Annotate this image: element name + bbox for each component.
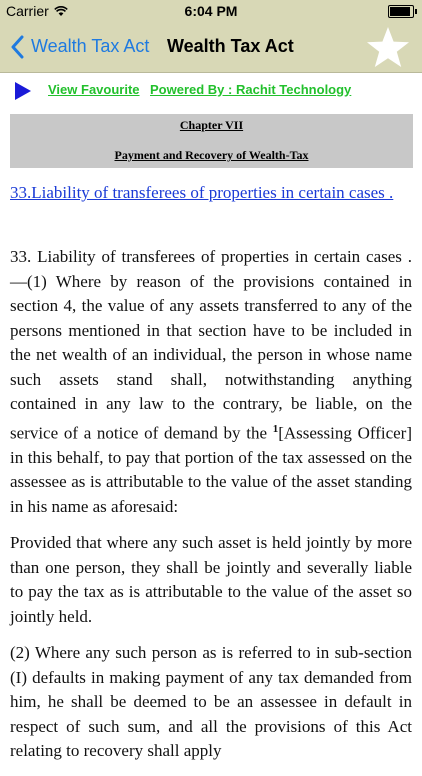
battery-icon — [388, 5, 414, 18]
paragraph-1 — [10, 245, 412, 519]
play-icon[interactable] — [14, 81, 32, 101]
chapter-number: Chapter VII — [179, 118, 244, 132]
section-body — [10, 245, 412, 776]
chevron-left-icon[interactable] — [10, 35, 24, 59]
paragraph-3: (2) Where any such person as is referred to in sub-section (I) defaults in making payment of any tax demanded from him, he shall be deemed to be an assessee in default in respect of such sum, and all the provisions of this Act relating to recovery shall apply — [10, 643, 412, 761]
footnote-ref: 1 — [272, 422, 279, 435]
section-link[interactable]: 33.Liability of transferees of properties in certain cases . — [10, 183, 394, 202]
page-title: Wealth Tax Act — [167, 36, 294, 56]
powered-by-link[interactable]: Powered By : Rachit Technology — [150, 82, 352, 97]
chapter-title: Payment and Recovery of Wealth-Tax — [114, 148, 309, 162]
paragraph-1-continued: [Assessing Officer] in this behalf, to pay that portion of the tax assessed on the assessee as is attributable to the value of the asset standing in his name as aforesaid: — [10, 423, 412, 516]
navigation-bar — [0, 22, 422, 73]
status-bar — [0, 0, 422, 22]
carrier-label: Carrier — [6, 3, 49, 19]
chapter-header — [10, 114, 413, 168]
paragraph-1-text: 33. Liability of transferees of properties in certain cases .—(1) Where by reason of the provisions contained in section 4, the value of any assets transferred to any of the persons mentioned in that section have to be included in the net wealth of an individual, the person in whose name such assets stand shall, notwithstanding anything contained in any law to the contrary, be liable, on the service of a notice of demand by the — [10, 247, 412, 443]
view-favourite-link[interactable]: View Favourite — [48, 82, 140, 97]
star-icon[interactable] — [366, 26, 410, 68]
status-time: 6:04 PM — [184, 3, 238, 19]
back-button[interactable]: Wealth Tax Act — [31, 36, 150, 56]
link-bar — [0, 78, 422, 104]
paragraph-2: Provided that where any such asset is held jointly by more than one person, they shall be jointly and severally liable to pay the tax as is attributable to the value of the asset so jointly held. — [10, 533, 412, 626]
battery-level-fill — [390, 7, 410, 16]
